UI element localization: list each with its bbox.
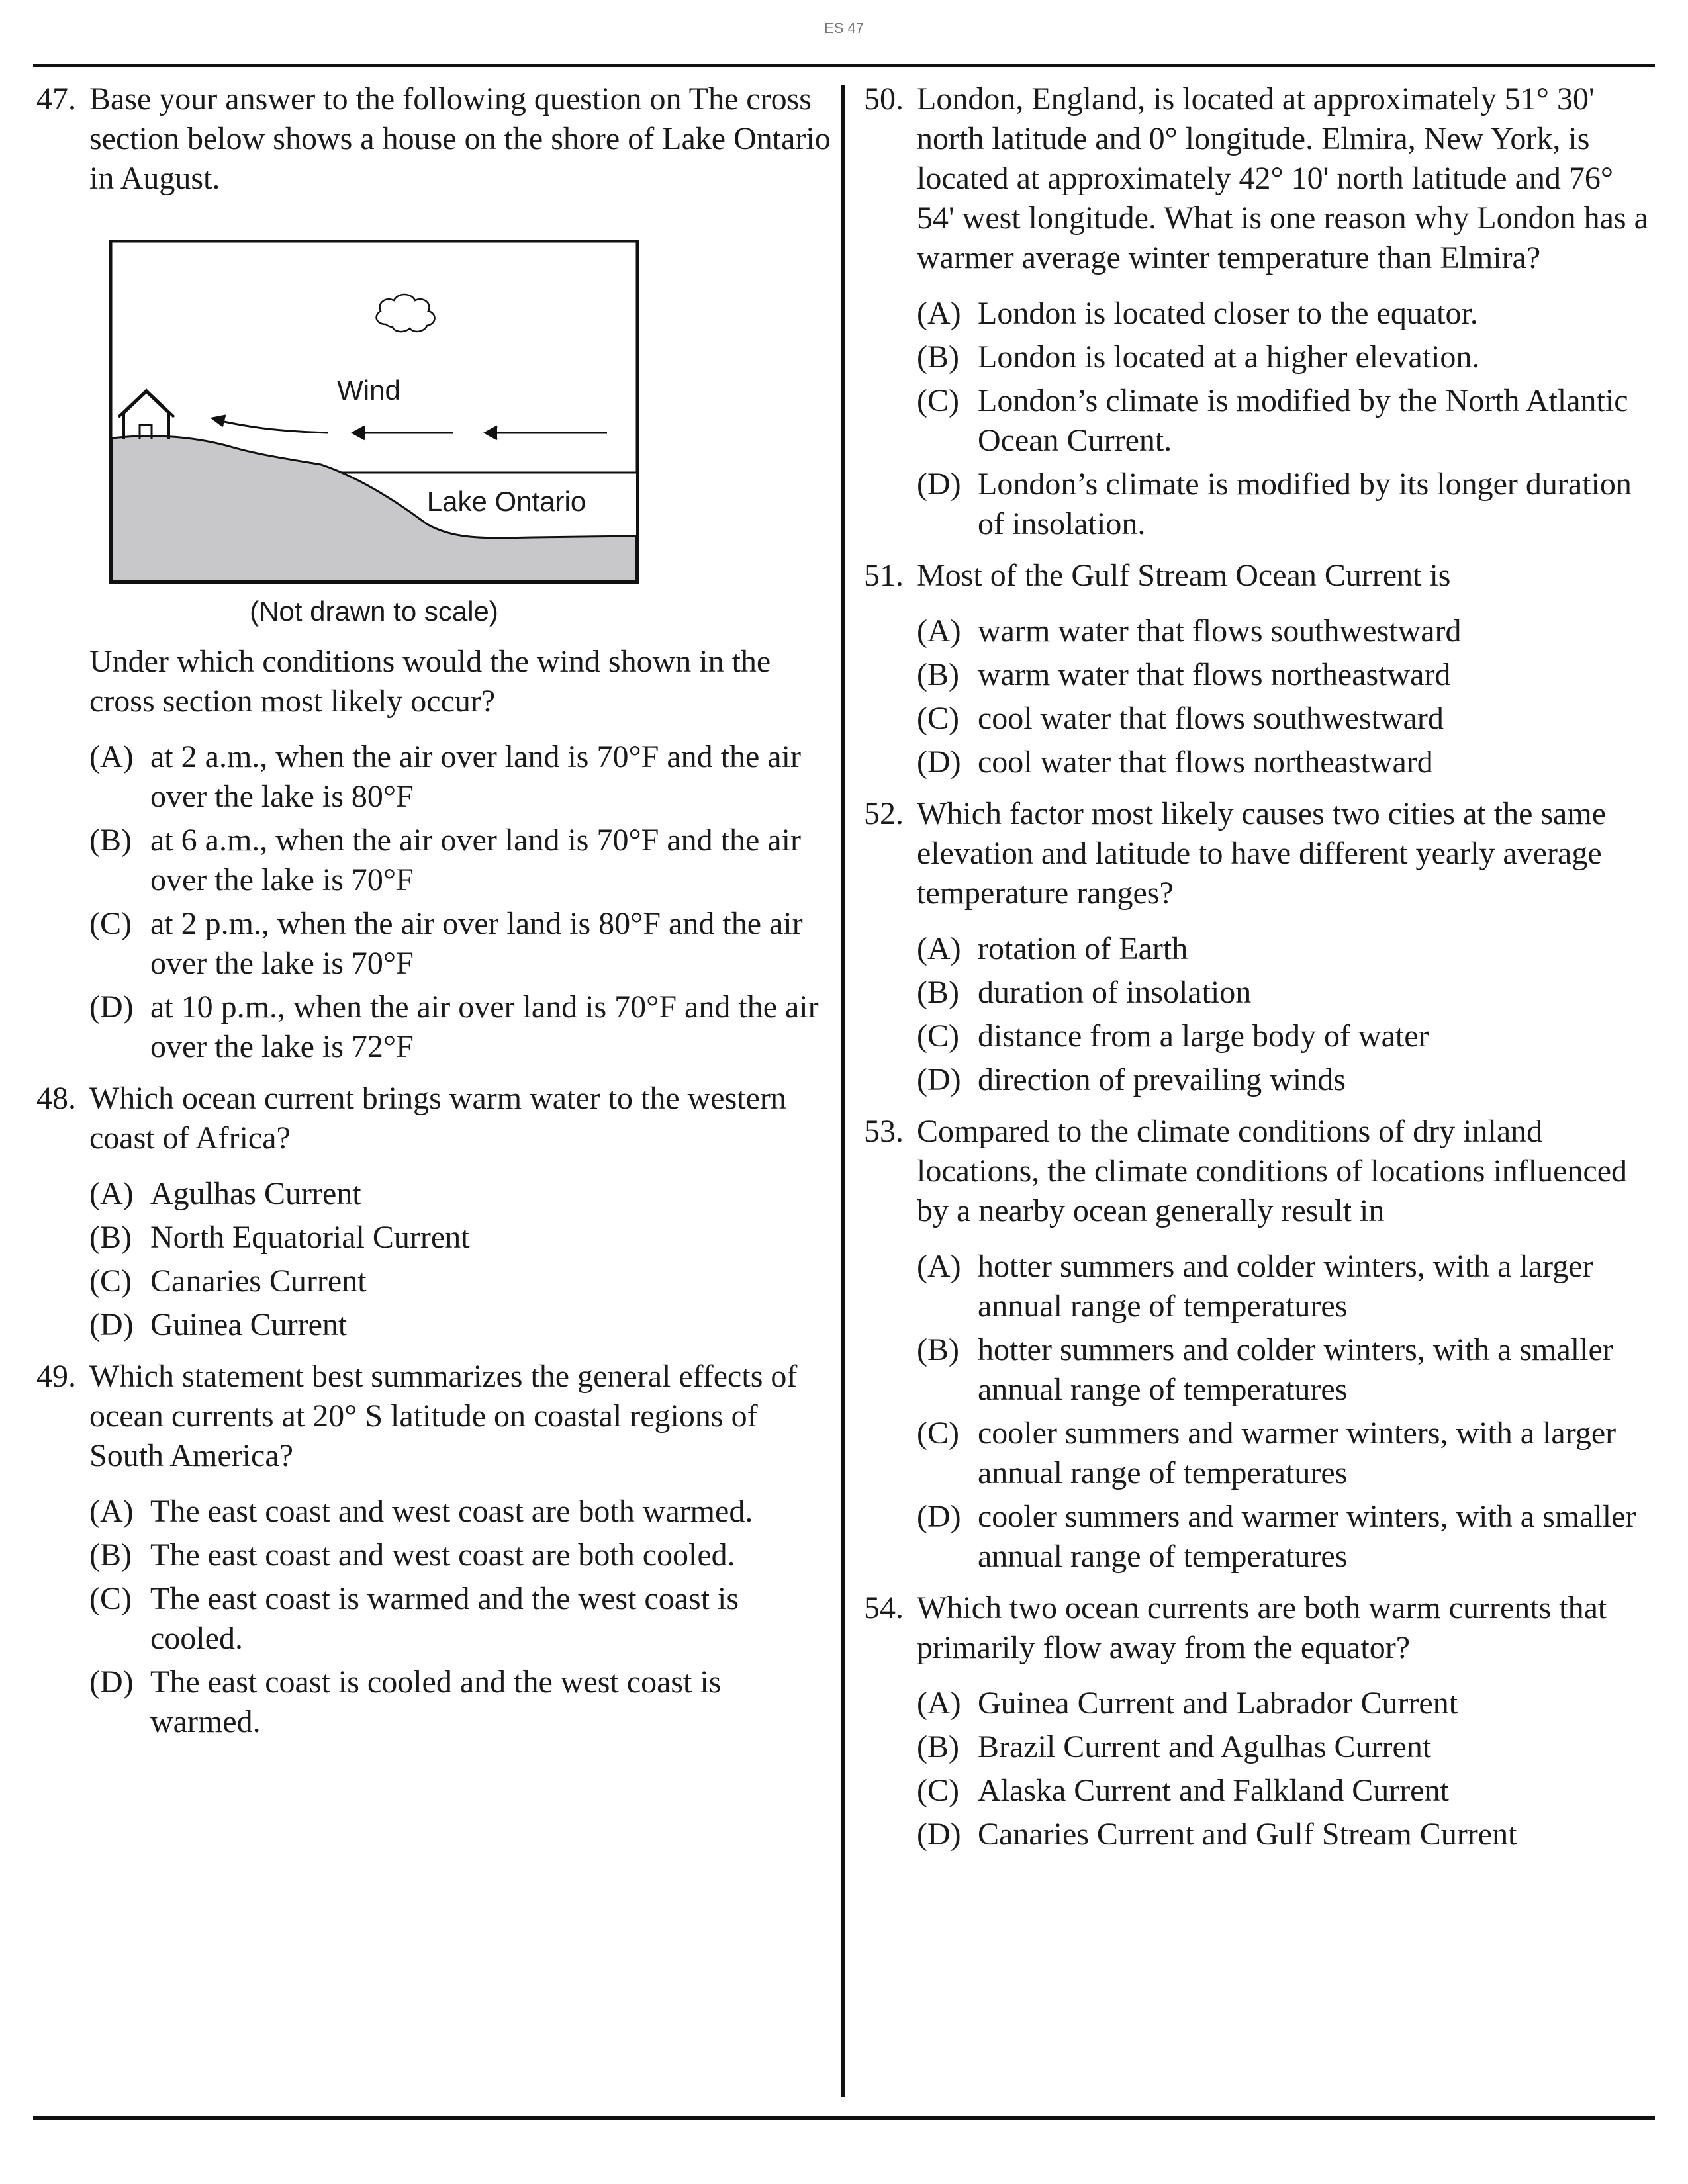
- choice-text: hotter summers and colder winters, with a smaller annual range of temperatures: [978, 1332, 1613, 1407]
- choice-letter: (B): [917, 340, 959, 375]
- question-text: Most of the Gulf Stream Ocean Current is: [917, 558, 1451, 593]
- left-column: [36, 79, 831, 1754]
- choice-letter: (C): [89, 906, 132, 941]
- choice-letter: (D): [89, 989, 134, 1024]
- choice-a[interactable]: [89, 1174, 831, 1214]
- bottom-rule: [33, 2116, 1655, 2120]
- choice-letter: (D): [89, 1664, 134, 1700]
- choice-text: Canaries Current and Gulf Stream Current: [978, 1817, 1517, 1852]
- answer-choices: [89, 1492, 831, 1742]
- choice-b[interactable]: [917, 655, 1655, 695]
- choice-letter: (A): [917, 1686, 961, 1721]
- column-divider: [841, 85, 845, 2097]
- choice-text: hotter summers and colder winters, with a larger annual range of temperatures: [978, 1249, 1593, 1324]
- choice-letter: (C): [917, 1773, 959, 1808]
- question-stem: [864, 556, 1655, 596]
- answer-choices: [917, 294, 1655, 544]
- choice-letter: (D): [89, 1307, 134, 1342]
- question-stem: [864, 794, 1655, 913]
- choice-d[interactable]: [917, 1497, 1655, 1576]
- choice-letter: (A): [89, 1494, 134, 1529]
- question-number: 50.: [864, 81, 904, 116]
- choice-c[interactable]: [917, 699, 1655, 739]
- question-stem: [864, 1588, 1655, 1668]
- question-49: [36, 1357, 831, 1742]
- choice-letter: (A): [917, 931, 961, 966]
- choice-letter: (D): [917, 745, 961, 780]
- question-prompt: Under which conditions would the wind shown in the cross section most likely occur?: [89, 644, 771, 719]
- choice-text: The east coast is warmed and the west coast is cooled.: [150, 1581, 739, 1656]
- top-rule: [33, 64, 1655, 67]
- choice-text: at 10 p.m., when the air over land is 70°F and the air over the lake is 72°F: [150, 989, 819, 1064]
- choice-b[interactable]: [89, 1535, 831, 1575]
- question-number: 52.: [864, 796, 904, 831]
- answer-choices: [89, 737, 831, 1067]
- question-51: [864, 556, 1655, 782]
- choice-d[interactable]: [917, 1815, 1655, 1854]
- right-column: [864, 79, 1655, 1866]
- choice-letter: (B): [917, 657, 959, 692]
- choice-text: distance from a large body of water: [978, 1019, 1429, 1054]
- page-header-mark: ES 47: [824, 20, 864, 33]
- question-48: [36, 1079, 831, 1345]
- choice-text: North Equatorial Current: [150, 1220, 470, 1255]
- choice-text: The east coast and west coast are both cooled.: [150, 1537, 735, 1572]
- answer-choices: [89, 1174, 831, 1345]
- question-stem: [864, 79, 1655, 278]
- question-text: Which statement best summarizes the general effects of ocean currents at 20° S latitude on coastal regions of South America?: [89, 1359, 798, 1473]
- answer-choices: [917, 1247, 1655, 1576]
- answer-choices: [917, 929, 1655, 1100]
- choice-c[interactable]: [917, 381, 1655, 461]
- choice-a[interactable]: [917, 929, 1655, 969]
- choice-text: at 2 p.m., when the air over land is 80°F and the air over the lake is 70°F: [150, 906, 803, 981]
- choice-text: Guinea Current and Labrador Current: [978, 1686, 1458, 1721]
- question-stem: [864, 1112, 1655, 1231]
- choice-text: cool water that flows northeastward: [978, 745, 1433, 780]
- question-stem: [36, 79, 831, 199]
- choice-letter: (B): [917, 975, 959, 1010]
- question-number: 49.: [36, 1359, 76, 1394]
- choice-text: Brazil Current and Agulhas Current: [978, 1729, 1432, 1764]
- choice-letter: (B): [89, 1220, 132, 1255]
- choice-c[interactable]: [89, 1579, 831, 1659]
- choice-letter: (C): [917, 1416, 959, 1451]
- wind-label: Wind: [337, 375, 400, 406]
- choice-text: warm water that flows southwestward: [978, 614, 1462, 649]
- choice-b[interactable]: [89, 821, 831, 900]
- question-54: [864, 1588, 1655, 1854]
- choice-text: London’s climate is modified by its longer duration of insolation.: [978, 467, 1632, 541]
- choice-text: warm water that flows northeastward: [978, 657, 1451, 692]
- choice-letter: (B): [89, 1537, 132, 1572]
- question-50: [864, 79, 1655, 544]
- cross-section-figure: [109, 240, 639, 584]
- question-number: 48.: [36, 1081, 76, 1116]
- question-47: [36, 79, 831, 1067]
- choice-letter: (A): [89, 739, 134, 774]
- question-text: Which factor most likely causes two cities at the same elevation and latitude to have different yearly average temperature ranges?: [917, 796, 1606, 911]
- question-text: Compared to the climate conditions of dry inland locations, the climate conditions of locations influenced by a nearby ocean generally result in: [917, 1114, 1628, 1228]
- choice-letter: (A): [917, 1249, 961, 1284]
- question-text: London, England, is located at approximately 51° 30' north latitude and 0° longitude. Elmira, New York, is located at approximately 42° 10' north latitude and 76° 54' west longitude. What is one reason why London has a warmer average winter temperature than Elmira?: [917, 81, 1648, 275]
- lake-ontario-label: Lake Ontario: [426, 486, 586, 517]
- answer-choices: [917, 1684, 1655, 1854]
- choice-letter: (D): [917, 1499, 961, 1534]
- choice-letter: (C): [917, 701, 959, 736]
- choice-text: Agulhas Current: [150, 1176, 361, 1211]
- question-stem: [36, 1357, 831, 1476]
- choice-text: duration of insolation: [978, 975, 1252, 1010]
- choice-letter: (C): [89, 1581, 132, 1616]
- choice-d[interactable]: [89, 1305, 831, 1345]
- choice-text: London is located closer to the equator.: [978, 296, 1478, 331]
- choice-text: at 2 a.m., when the air over land is 70°F and the air over the lake is 80°F: [150, 739, 801, 814]
- choice-d[interactable]: [917, 1060, 1655, 1100]
- choice-c[interactable]: [917, 1771, 1655, 1811]
- question-stem: [36, 1079, 831, 1158]
- choice-a[interactable]: [89, 1492, 831, 1531]
- choice-c[interactable]: [917, 1017, 1655, 1056]
- choice-text: The east coast is cooled and the west coast is warmed.: [150, 1664, 722, 1739]
- choice-b[interactable]: [917, 1330, 1655, 1410]
- choice-text: cooler summers and warmer winters, with a larger annual range of temperatures: [978, 1416, 1617, 1490]
- choice-letter: (B): [917, 1729, 959, 1764]
- choice-letter: (D): [917, 467, 961, 502]
- choice-letter: (C): [917, 383, 959, 418]
- choice-text: direction of prevailing winds: [978, 1062, 1346, 1097]
- choice-letter: (A): [917, 296, 961, 331]
- choice-text: Alaska Current and Falkland Current: [978, 1773, 1449, 1808]
- choice-b[interactable]: [917, 1727, 1655, 1767]
- choice-b[interactable]: [917, 338, 1655, 377]
- question-text: Which ocean current brings warm water to the western coast of Africa?: [89, 1081, 786, 1156]
- choice-letter: (C): [89, 1263, 132, 1298]
- choice-d[interactable]: [89, 1662, 831, 1742]
- choice-letter: (A): [917, 614, 961, 649]
- choice-text: at 6 a.m., when the air over land is 70°F and the air over the lake is 70°F: [150, 823, 801, 897]
- question-number: 51.: [864, 558, 904, 593]
- choice-a[interactable]: [89, 737, 831, 817]
- choice-text: Canaries Current: [150, 1263, 367, 1298]
- choice-c[interactable]: [917, 1414, 1655, 1493]
- choice-text: The east coast and west coast are both warmed.: [150, 1494, 753, 1529]
- question-number: 47.: [36, 81, 76, 116]
- choice-d[interactable]: [89, 987, 831, 1067]
- choice-a[interactable]: [917, 1247, 1655, 1326]
- choice-a[interactable]: [917, 612, 1655, 651]
- choice-a[interactable]: [917, 294, 1655, 334]
- choice-text: cooler summers and warmer winters, with a smaller annual range of temperatures: [978, 1499, 1636, 1574]
- choice-text: Guinea Current: [150, 1307, 348, 1342]
- choice-d[interactable]: [917, 465, 1655, 544]
- answer-choices: [917, 612, 1655, 782]
- choice-text: London is located at a higher elevation.: [978, 340, 1480, 375]
- question-text: Which two ocean currents are both warm currents that primarily flow away from the equator?: [917, 1590, 1607, 1665]
- choice-letter: (A): [89, 1176, 134, 1211]
- choice-letter: (C): [917, 1019, 959, 1054]
- question-53: [864, 1112, 1655, 1576]
- choice-letter: (D): [917, 1062, 961, 1097]
- choice-letter: (B): [917, 1332, 959, 1367]
- choice-letter: (D): [917, 1817, 961, 1852]
- choice-text: cool water that flows southwestward: [978, 701, 1444, 736]
- choice-c[interactable]: [89, 1261, 831, 1301]
- choice-a[interactable]: [917, 1684, 1655, 1723]
- choice-text: London’s climate is modified by the North Atlantic Ocean Current.: [978, 383, 1628, 458]
- choice-c[interactable]: [89, 904, 831, 983]
- question-52: [864, 794, 1655, 1100]
- choice-d[interactable]: [917, 743, 1655, 782]
- question-text: Base your answer to the following question on The cross section below shows a house on the shore of Lake Ontario in August.: [89, 81, 831, 196]
- choice-letter: (B): [89, 823, 132, 858]
- lake-breeze-diagram: [109, 240, 652, 629]
- question-number: 54.: [864, 1590, 904, 1625]
- choice-text: rotation of Earth: [978, 931, 1188, 966]
- diagram-caption: (Not drawn to scale): [250, 596, 498, 627]
- question-number: 53.: [864, 1114, 904, 1149]
- choice-b[interactable]: [917, 973, 1655, 1013]
- choice-b[interactable]: [89, 1218, 831, 1257]
